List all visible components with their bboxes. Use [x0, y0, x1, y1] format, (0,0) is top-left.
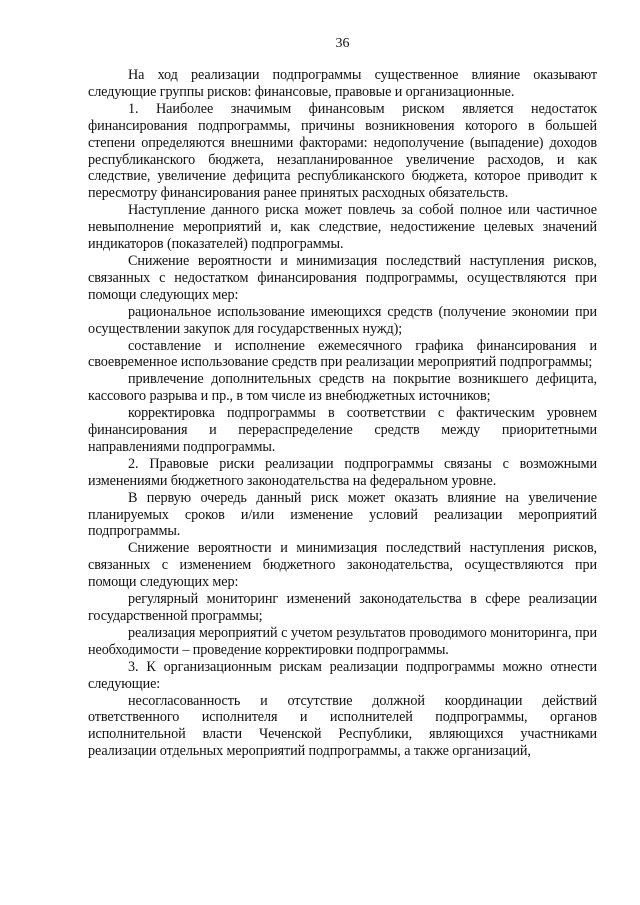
list-item-additional-funds: привлечение дополнительных средств на покрытие возникшего дефицита, кассового разрыва и пр., в том числе из внебюджетных источников;	[88, 371, 597, 405]
paragraph-risk-groups: На ход реализации подпрограммы существенное влияние оказывают следующие группы рисков: финансовые, правовые и организационные.	[88, 67, 597, 100]
paragraph-legal-mitigation: Снижение вероятности и минимизация последствий наступления рисков, связанных с изменением бюджетного законодательства, осуществляются при помощи следующих мер:	[88, 540, 597, 591]
list-item-monitoring: регулярный мониторинг изменений законодательства в сфере реализации государственной программы;	[88, 591, 597, 624]
paragraph-financial-risk: 1. Наиболее значимым финансовым риском является недостаток финансирования подпрограммы, причины возникновения которого в большей степени определяются внешними факторами: недополучение (выпадение) доходов республиканского бюджета, незапланированное увеличение расходов, и как следствие, увеличение дефицита республиканского бюджета, которое приводит к пересмотру финансирования ранее принятых расходных обязательств.	[88, 100, 597, 202]
document-page	[88, 36, 597, 760]
list-item-rational-use: рациональное использование имеющихся средств (получение экономии при осуществлении закупок для государственных нужд);	[88, 303, 597, 337]
paragraph-organizational-risk: 3. К организационным рискам реализации подпрограммы можно отнести следующие:	[88, 658, 597, 692]
paragraph-legal-risk: 2. Правовые риски реализации подпрограммы связаны с возможными изменениями бюджетного законодательства на федеральном уровне.	[88, 455, 597, 489]
paragraph-legal-risk-impact: В первую очередь данный риск может оказать влияние на увеличение планируемых сроков и/или изменение условий реализации мероприятий подпрограммы.	[88, 489, 597, 540]
page-number: 36	[335, 36, 350, 51]
paragraph-financial-mitigation: Снижение вероятности и минимизация последствий наступления рисков, связанных с недостатком финансирования подпрограммы, осуществляются при помощи следующих мер:	[88, 252, 597, 303]
list-item-implementation: реализация мероприятий с учетом результатов проводимого мониторинга, при необходимости – проведение корректировки подпрограммы.	[88, 624, 597, 658]
list-item-program-adjustment: корректировка подпрограммы в соответствии с фактическим уровнем финансирования и перераспределение средств между приоритетными направлениями подпрограммы.	[88, 405, 597, 455]
list-item-coordination: несогласованность и отсутствие должной координации действий ответственного исполнителя и исполнителей подпрограммы, органов исполнительной власти Чеченской Республики, являющихся участниками реализации отдельных мероприятий подпрограммы, а также организаций,	[88, 692, 597, 760]
paragraph-risk-consequence: Наступление данного риска может повлечь за собой полное или частичное невыполнение мероприятий и, как следствие, недостижение целевых значений индикаторов (показателей) подпрограммы.	[88, 202, 597, 253]
list-item-monthly-schedule: составление и исполнение ежемесячного графика финансирования и своевременное использование средств при реализации мероприятий подпрограммы;	[88, 337, 597, 371]
